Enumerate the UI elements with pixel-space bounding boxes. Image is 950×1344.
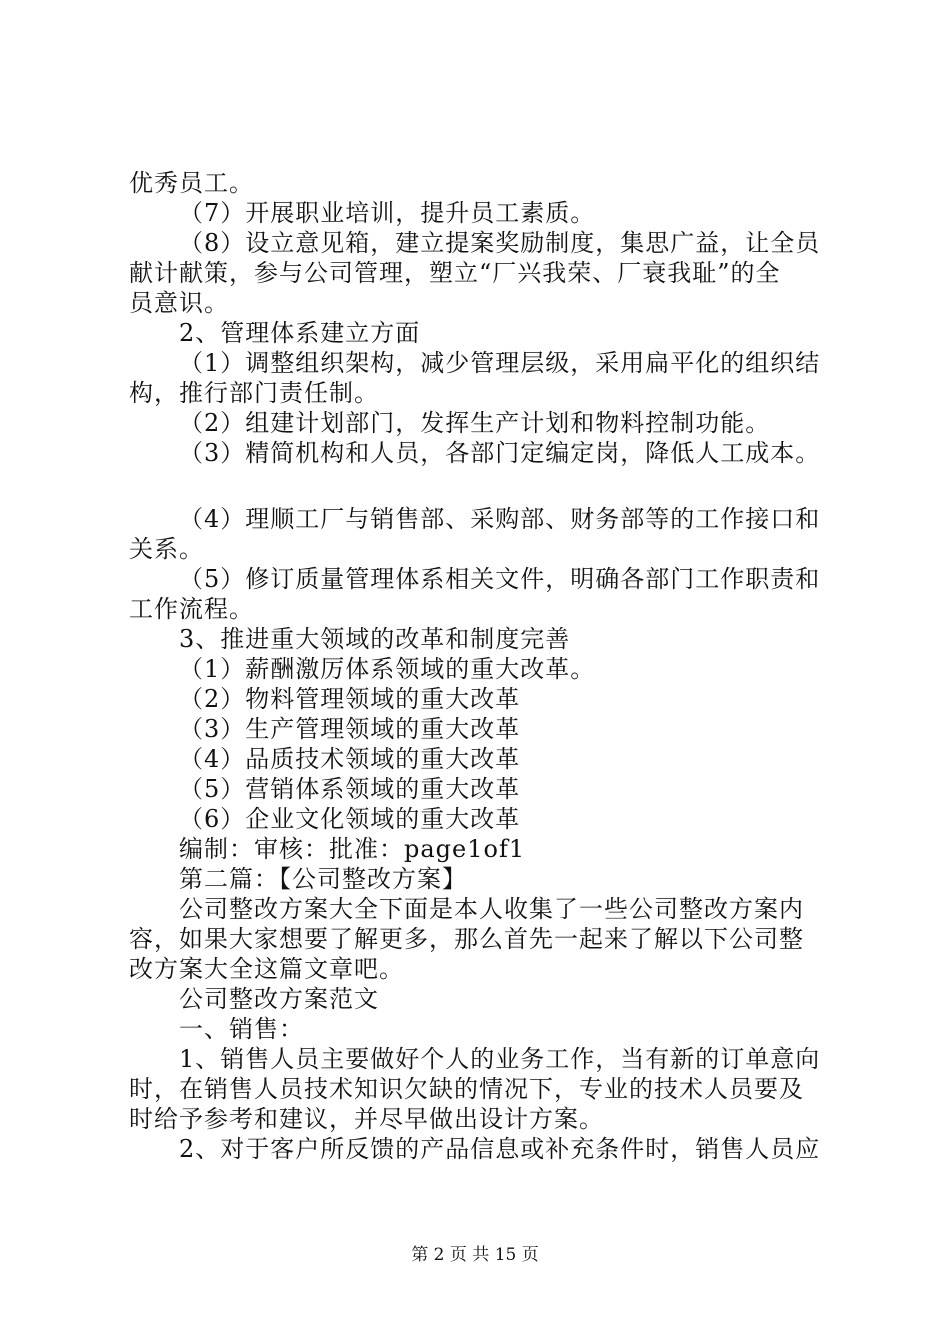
section-heading: 2、管理体系建立方面 xyxy=(179,319,421,347)
list-item: （5）营销体系领域的重大改革 xyxy=(179,775,521,803)
chapter-title: 第二篇：【公司整改方案】 xyxy=(179,865,467,893)
page-footer xyxy=(0,1244,950,1266)
paragraph-line: 公司整改方案大全下面是本人收集了一些公司整改方案内 xyxy=(179,895,804,923)
paragraph-line: 时，在销售人员技术知识欠缺的情况下，专业的技术人员要及 xyxy=(129,1075,804,1103)
page-number: 第 2 页 共 15 页 xyxy=(411,1245,539,1265)
list-item: （2）物料管理领域的重大改革 xyxy=(179,685,521,713)
paragraph-line: 时给予参考和建议，并尽早做出设计方案。 xyxy=(129,1105,604,1133)
list-item: （3）生产管理领域的重大改革 xyxy=(179,715,521,743)
paragraph-line: 1、销售人员主要做好个人的业务工作，当有新的订单意向 xyxy=(179,1045,821,1073)
paragraph-line: 2、对于客户所反馈的产品信息或补充条件时，销售人员应 xyxy=(179,1135,821,1163)
signature-line: 编制：审核：批准：page1of1 xyxy=(179,835,526,863)
section-heading: 3、推进重大领域的改革和制度完善 xyxy=(179,625,571,653)
paragraph-line: 改方案大全这篇文章吧。 xyxy=(129,955,404,983)
paragraph-line: （1）调整组织架构，减少管理层级，采用扁平化的组织结 xyxy=(179,349,821,377)
list-item: （4）品质技术领域的重大改革 xyxy=(179,745,521,773)
paragraph-line: 优秀员工。 xyxy=(129,169,254,197)
section-heading: 公司整改方案范文 xyxy=(179,985,379,1013)
paragraph-gap xyxy=(129,468,829,504)
paragraph-line: （4）理顺工厂与销售部、采购部、财务部等的工作接口和 xyxy=(179,505,821,533)
paragraph-line: 献计献策，参与公司管理，塑立“厂兴我荣、厂衰我耻”的全 xyxy=(129,259,781,287)
paragraph-line: （3）精简机构和人员，各部门定编定岗，降低人工成本。 xyxy=(179,439,821,467)
paragraph-line: （2）组建计划部门，发挥生产计划和物料控制功能。 xyxy=(179,409,771,437)
paragraph-line: （7）开展职业培训，提升员工素质。 xyxy=(179,199,596,227)
paragraph-line: （5）修订质量管理体系相关文件，明确各部门工作职责和 xyxy=(179,565,821,593)
paragraph-line: 构，推行部门责任制。 xyxy=(129,379,379,407)
document-body xyxy=(129,168,829,1164)
paragraph-line: 关系。 xyxy=(129,535,204,563)
paragraph-line: （8）设立意见箱，建立提案奖励制度，集思广益，让全员 xyxy=(179,229,821,257)
list-item: （6）企业文化领域的重大改革 xyxy=(179,805,521,833)
paragraph-line: 工作流程。 xyxy=(129,595,254,623)
list-item: （1）薪酬激厉体系领域的重大改革。 xyxy=(179,655,596,683)
paragraph-line: 员意识。 xyxy=(129,289,229,317)
paragraph-line: 容，如果大家想要了解更多，那么首先一起来了解以下公司整 xyxy=(129,925,804,953)
section-heading: 一、销售： xyxy=(179,1015,304,1043)
